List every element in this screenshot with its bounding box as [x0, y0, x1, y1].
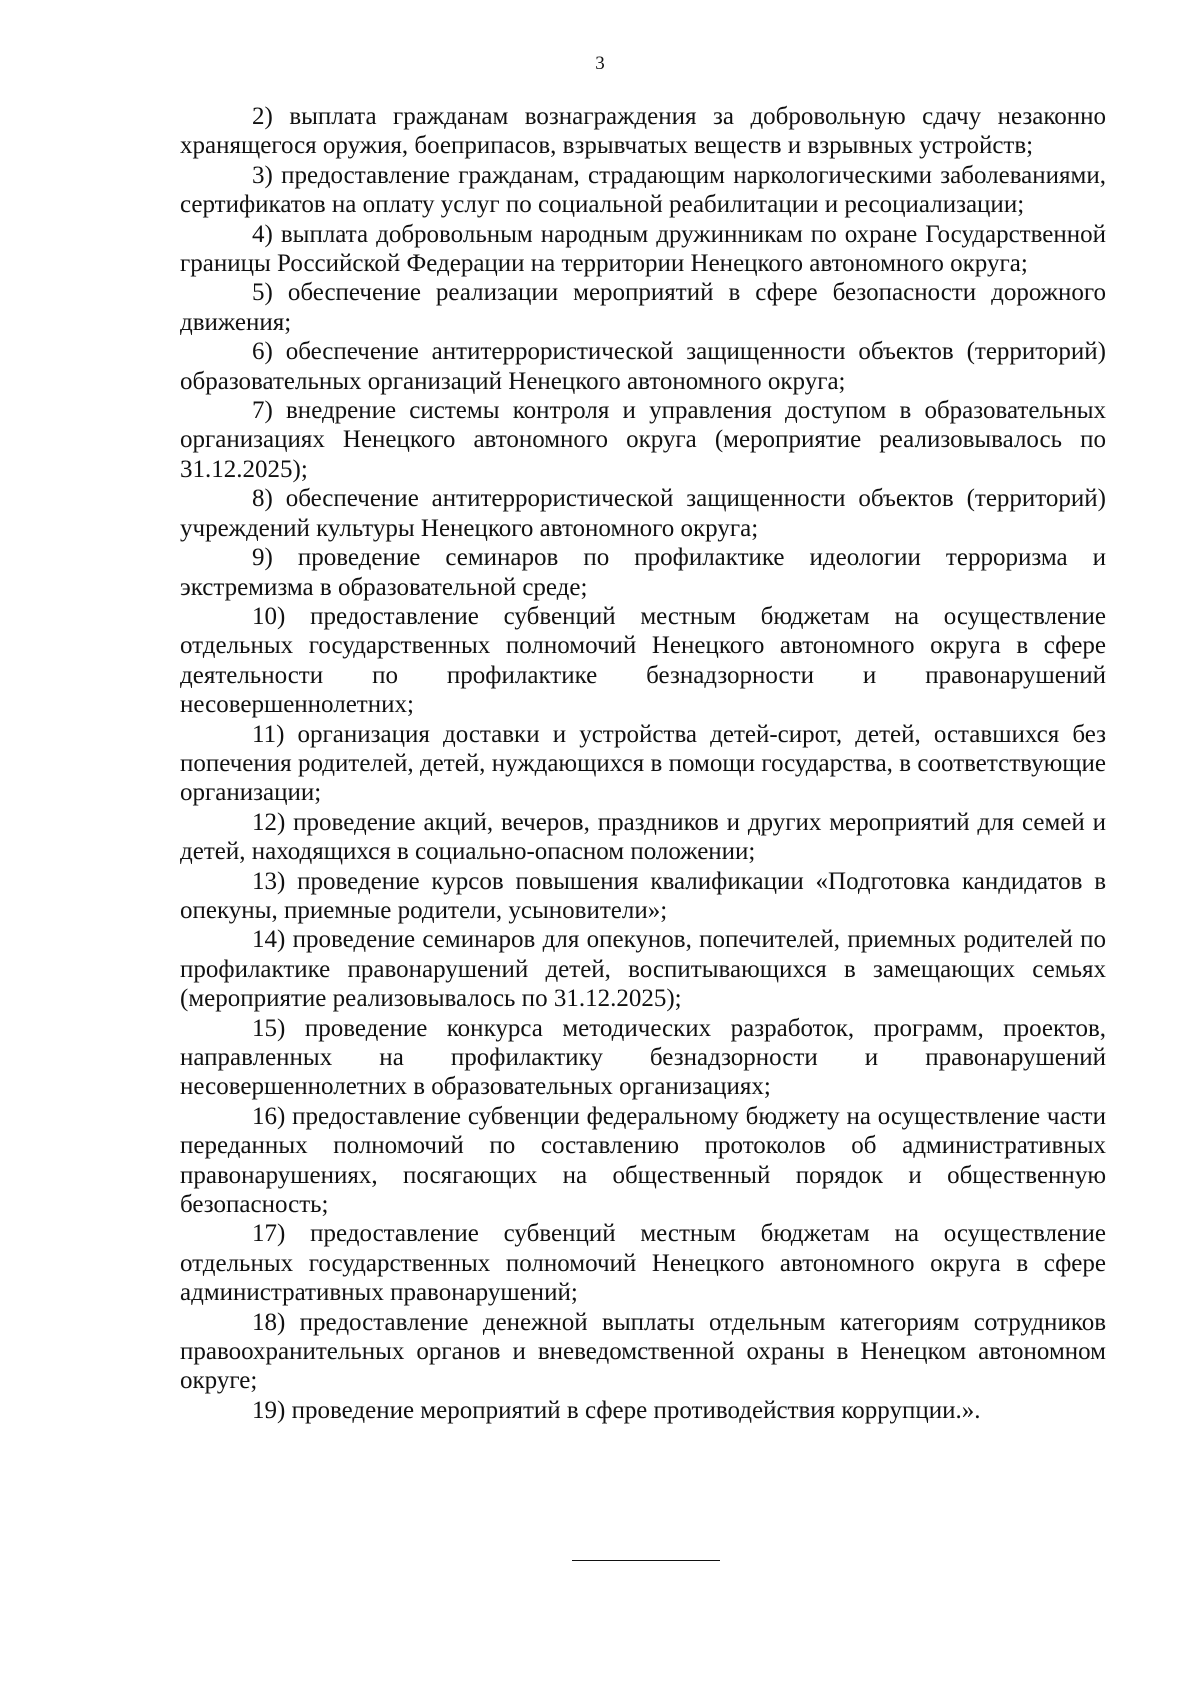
list-item: 2) выплата гражданам вознаграждения за добровольную сдачу незаконно хранящегося оружия, боеприпасов, взрывчатых веществ и взрывных устройств;: [180, 103, 1106, 160]
page-number: 3: [595, 53, 605, 74]
list-item: 15) проведение конкурса методических разработок, программ, проектов, направленных на профилактику безнадзорности и правонарушений несовершеннолетних в образовательных организациях;: [180, 1014, 1106, 1101]
list-item: 4) выплата добровольным народным дружинникам по охране Государственной границы Российской Федерации на территории Ненецкого автономного округа;: [180, 220, 1106, 278]
list-item: 17) предоставление субвенций местным бюджетам на осуществление отдельных государственных полномочий Ненецкого автономного округа в сфере административных правонарушений;: [180, 1220, 1106, 1307]
list-item: 11) организация доставки и устройства детей-сирот, детей, оставшихся без попечения родителей, детей, нуждающихся в помощи государства, в соответствующие организации;: [180, 720, 1106, 807]
list-item: 10) предоставление субвенций местным бюджетам на осуществление отдельных государственных полномочий Ненецкого автономного округа в сфере деятельности по профилактике безнадзорности и правонарушений несовершеннолетних;: [180, 602, 1106, 719]
list-item: 14) проведение семинаров для опекунов, попечителей, приемных родителей по профилактике правонарушений детей, воспитывающихся в замещающих семьях (мероприятие реализовывалось по 31.12.2025);: [180, 926, 1106, 1013]
list-item: 18) предоставление денежной выплаты отдельным категориям сотрудников правоохранительных органов и вневедомственной охраны в Ненецком автономном округе;: [180, 1308, 1106, 1395]
list-item: 7) внедрение системы контроля и управления доступом в образовательных организациях Ненецкого автономного округа (мероприятие реализовывалось по 31.12.2025);: [180, 397, 1106, 483]
end-of-document-rule: [572, 1560, 720, 1561]
list-item: 13) проведение курсов повышения квалификации «Подготовка кандидатов в опекуны, приемные родители, усыновители»;: [180, 867, 1106, 924]
list-item: 8) обеспечение антитеррористической защищенности объектов (территорий) учреждений культуры Ненецкого автономного округа;: [180, 485, 1106, 542]
list-item: 9) проведение семинаров по профилактике идеологии терроризма и экстремизма в образовательной среде;: [180, 544, 1106, 601]
list-item: 19) проведение мероприятий в сфере противодействия коррупции.».: [252, 1396, 981, 1424]
list-item: 12) проведение акций, вечеров, праздников и других мероприятий для семей и детей, находящихся в социально-опасном положении;: [180, 808, 1106, 866]
list-item: 3) предоставление гражданам, страдающим наркологическими заболеваниями, сертификатов на оплату услуг по социальной реабилитации и ресоциализации;: [180, 161, 1106, 219]
list-item: 6) обеспечение антитеррористической защищенности объектов (территорий) образовательных организаций Ненецкого автономного округа;: [180, 338, 1106, 395]
list-item: 16) предоставление субвенции федеральному бюджету на осуществление части переданных полномочий по составлению протоколов об административных правонарушениях, посягающих на общественный порядок и общественную безопасность;: [180, 1102, 1106, 1219]
document-body: [180, 102, 1106, 1425]
list-item: 5) обеспечение реализации мероприятий в сфере безопасности дорожного движения;: [180, 279, 1106, 336]
